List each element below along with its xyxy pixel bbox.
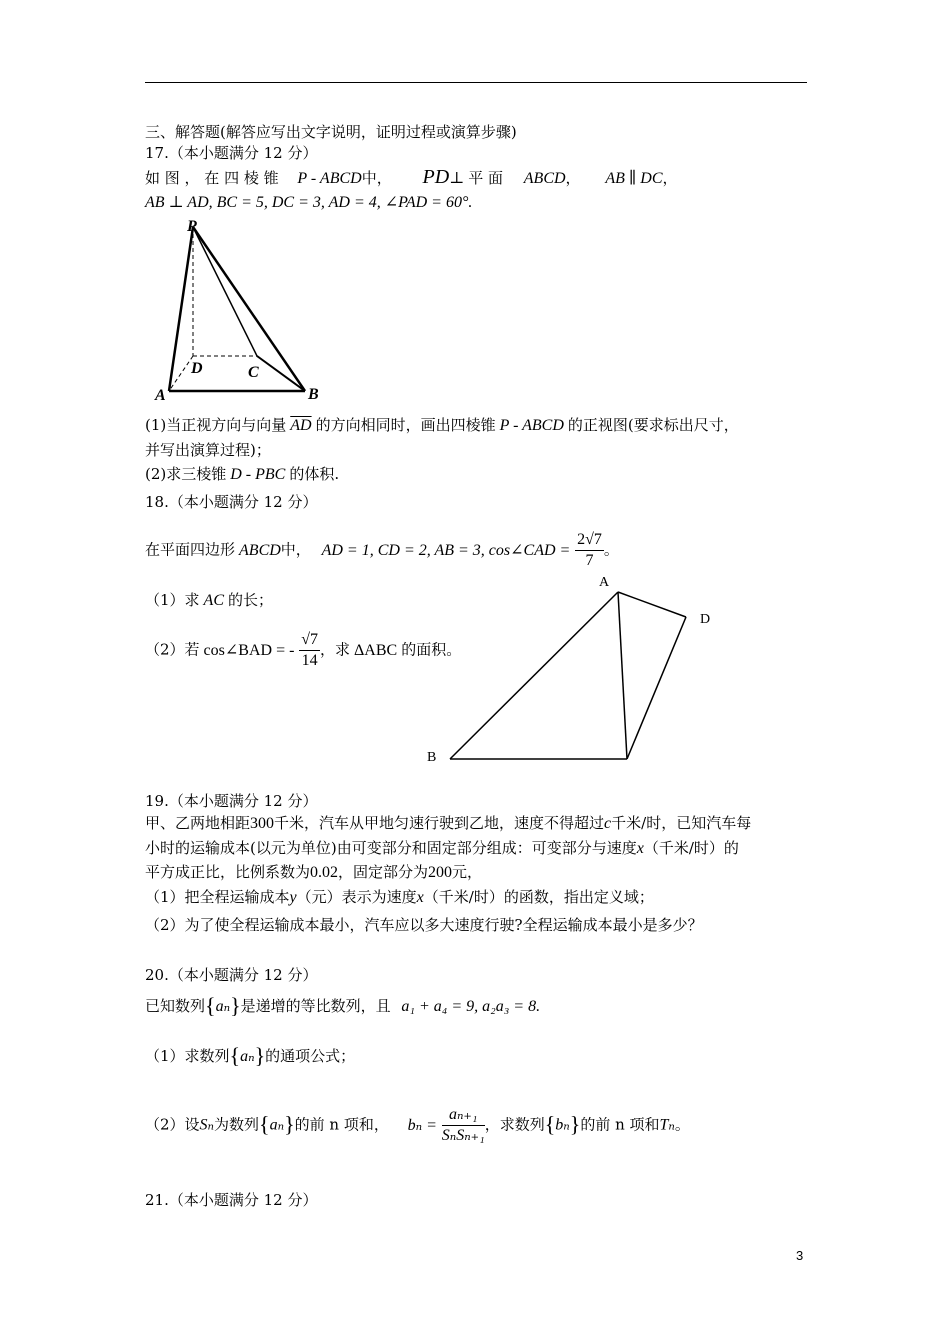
q17-conditions: AB ⊥ AD, BC = 5, DC = 3, AD = 4, ∠PAD = 60°. bbox=[145, 194, 473, 211]
q18-fraction: $\frac{2√7}{7}$ bbox=[577, 531, 602, 569]
q20-part1: （1）求数列{aₙ}的通项公式； bbox=[145, 1043, 356, 1068]
label-D: D bbox=[191, 360, 203, 377]
label-D2: D bbox=[700, 612, 711, 627]
label-B2: B bbox=[427, 750, 437, 765]
q18-fraction2: $\frac{√7}{14}$ bbox=[301, 631, 318, 669]
q17-intro: 如 图 ， 在 四 棱 锥 P - ABCD中， PD⊥ 平 面 ABCD， AB ∥ DC， bbox=[145, 166, 678, 188]
q18-header: 18.（本小题满分 12 分） bbox=[145, 493, 318, 511]
label-A: A bbox=[155, 387, 166, 404]
q19-line1: 甲、乙两地相距300千米，汽车从甲地匀速行驶到乙地，速度不得超过c千米/时，已知汽车每 bbox=[145, 814, 752, 832]
page-number: 3 bbox=[796, 1248, 804, 1263]
label-P: P bbox=[187, 218, 197, 235]
q18-part2: （2）若 cos∠BAD = - $\frac{√7}{14}$ ，求 ΔABC 的面积。 bbox=[145, 631, 462, 669]
label-A2: A bbox=[599, 575, 610, 590]
q20-part2: （2）设Sₙ为数列{aₙ}的前 n 项和， bₙ = $\frac{\text{aₙ₊₁}}{\text{SₙSₙ₊₁}}$ ，求数列{bₙ}的前 n 项和Tₙ。 bbox=[145, 1106, 690, 1144]
q18-intro: 在平面四边形 ABCD中， AD = 1, CD = 2, AB = 3, cos∠CAD = $\frac{2√7}{7}$ 。 bbox=[145, 531, 619, 569]
label-B: B bbox=[308, 386, 319, 403]
q21-header: 21.（本小题满分 12 分） bbox=[145, 1191, 318, 1209]
label-C: C bbox=[248, 364, 259, 381]
q17-part1-cont: 并写出演算过程)； bbox=[145, 441, 271, 459]
header-rule bbox=[145, 82, 807, 83]
q19-line2: 小时的运输成本(以元为单位)由可变部分和固定部分组成：可变部分与速度x（千米/时）的 bbox=[145, 839, 739, 857]
q17-part2: (2)求三棱锥 D - PBC 的体积. bbox=[145, 465, 340, 483]
q19-line3: 平方成正比，比例系数为0.02，固定部分为200元， bbox=[145, 863, 483, 881]
q20-header: 20.（本小题满分 12 分） bbox=[145, 966, 318, 984]
q17-pyramid-figure bbox=[145, 215, 335, 405]
vector-ad: $\overline{AD}$ bbox=[290, 417, 312, 434]
q18-part1: （1）求 AC 的长； bbox=[145, 591, 274, 609]
q19-part1: （1）把全程运输成本y（元）表示为速度x（千米/时）的函数，指出定义域； bbox=[145, 888, 654, 906]
q18-quadrilateral-figure bbox=[420, 570, 720, 770]
q17-header: 17.（本小题满分 12 分） bbox=[145, 144, 318, 162]
section-heading: 三、解答题(解答应写出文字说明，证明过程或演算步骤) bbox=[145, 123, 517, 141]
q17-part1: (1)当正视方向与向量 $\overline{AD}$ 的方向相同时，画出四棱锥 P - ABCD 的正视图(要求标出尺寸， bbox=[145, 416, 739, 434]
q20-intro: 已知数列{aₙ}是递增的等比数列，且 a₁ + a₄ = 9, a₂a₃ = 8. bbox=[145, 993, 541, 1018]
q19-header: 19.（本小题满分 12 分） bbox=[145, 792, 318, 810]
q19-part2: （2）为了使全程运输成本最小，汽车应以多大速度行驶?全程运输成本最小是多少？ bbox=[145, 916, 703, 934]
q20-fraction: $\frac{\text{aₙ₊₁}}{\text{SₙSₙ₊₁}}$ bbox=[441, 1106, 485, 1144]
